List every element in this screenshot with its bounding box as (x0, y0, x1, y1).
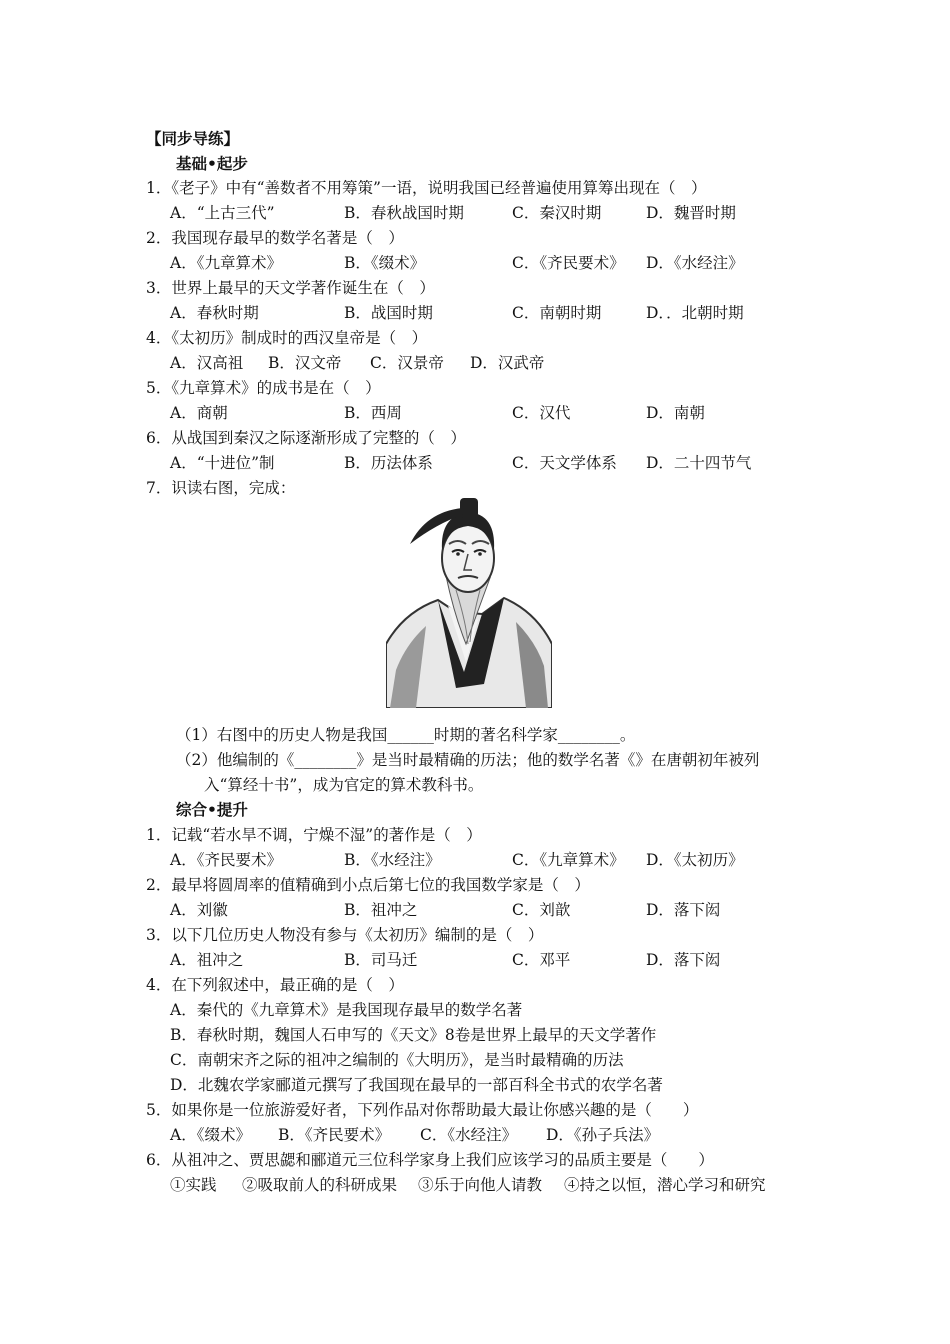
option: D．落下闳 (646, 901, 721, 919)
section-title: 【同步导练】 (146, 130, 240, 148)
option: B．《齐民要术》 (278, 1126, 391, 1144)
option: B．《缀术》 (344, 254, 426, 272)
option: C．南朝时期 (512, 304, 602, 322)
option: ④持之以恒，潜心学习和研究 (564, 1176, 766, 1194)
options-row (170, 203, 736, 223)
question-stem: 6．从战国到秦汉之际逐渐形成了完整的（ ） (146, 429, 466, 447)
scholar-portrait-image (386, 494, 552, 708)
option: C．《水经注》 (420, 1126, 518, 1144)
question-stem: 5．《九章算术》的成书是在（ ） (146, 379, 381, 397)
option: D．落下闳 (646, 951, 721, 969)
question-stem: 1．《老子》中有“善数者不用筹策”一语，说明我国已经普遍使用算筹出现在（ ） (146, 179, 707, 197)
option: ②吸取前人的科研成果 (242, 1176, 398, 1194)
option: D．北魏农学家郦道元撰写了我国现在最早的一部百科全书式的农学名著 (170, 1076, 663, 1094)
option: A．春秋时期 (170, 304, 259, 322)
options-row (170, 303, 744, 323)
option: A．《齐民要术》 (170, 851, 282, 869)
options-row (170, 403, 705, 423)
question-stem: 4．在下列叙述中，最正确的是（ ） (146, 976, 404, 994)
question-stem: 3．以下几位历史人物没有参与《太初历》编制的是（ ） (146, 926, 544, 944)
part2-heading: 综合•提升 (176, 801, 248, 819)
option: A．《九章算术》 (170, 254, 282, 272)
option: C．天文学体系 (512, 454, 617, 472)
question-stem: 5．如果你是一位旅游爱好者，下列作品对你帮助最大最让你感兴趣的是（ ） (146, 1101, 699, 1119)
option: C．汉代 (512, 404, 571, 422)
option: A．刘徽 (170, 901, 228, 919)
option: D．南朝 (646, 404, 705, 422)
sub-question: （1）右图中的历史人物是我国______时期的著名科学家________。 (176, 726, 636, 744)
option: B．西周 (344, 404, 402, 422)
option: B．春秋时期，魏国人石申写的《天文》8卷是世界上最早的天文学著作 (170, 1026, 657, 1044)
options-row (170, 950, 720, 970)
option: B．春秋战国时期 (344, 204, 464, 222)
question-stem: 7．识读右图，完成： (146, 479, 296, 497)
option: A．“十进位”制 (170, 454, 275, 472)
option: A．秦代的《九章算术》是我国现存最早的数学名著 (170, 1001, 523, 1019)
option: A．商朝 (170, 404, 228, 422)
option: A．“上古三代” (170, 204, 275, 222)
question-stem: 4．《太初历》制成时的西汉皇帝是（ ） (146, 329, 428, 347)
option: D．《孙子兵法》 (546, 1126, 660, 1144)
option: A．祖冲之 (170, 951, 244, 969)
option: D．《水经注》 (646, 254, 744, 272)
option: A．《缀术》 (170, 1126, 251, 1144)
option: B．汉文帝 (268, 354, 342, 372)
options-row (170, 900, 720, 920)
option: ①实践 (170, 1176, 217, 1194)
option: C．《九章算术》 (512, 851, 625, 869)
question-stem: 6．从祖冲之、贾思勰和郦道元三位科学家身上我们应该学习的品质主要是（ ） (146, 1151, 714, 1169)
option: C．邓平 (512, 951, 571, 969)
option: B．战国时期 (344, 304, 433, 322)
options-row (170, 850, 744, 870)
option: ③乐于向他人请教 (418, 1176, 543, 1194)
options-row (170, 253, 744, 273)
question-stem: 2．最早将圆周率的值精确到小点后第七位的我国数学家是（ ） (146, 876, 590, 894)
question-stem: 3．世界上最早的天文学著作诞生在（ ） (146, 279, 435, 297)
option: C．刘歆 (512, 901, 571, 919)
part1-heading: 基础•起步 (176, 155, 248, 173)
option: A．汉高祖 (170, 354, 244, 372)
option: D．汉武帝 (470, 354, 545, 372)
option: D．二十四节气 (646, 454, 752, 472)
option: D．魏晋时期 (646, 204, 736, 222)
option: D．．北朝时期 (646, 304, 744, 322)
options-row (170, 1125, 659, 1145)
option: B．司马迁 (344, 951, 418, 969)
option: C．汉景帝 (370, 354, 444, 372)
option: D．《太初历》 (646, 851, 744, 869)
option: B．祖冲之 (344, 901, 418, 919)
options-row (170, 453, 751, 473)
options-row (170, 353, 544, 373)
option: C．南朝宋齐之际的祖冲之编制的《大明历》，是当时最精确的历法 (170, 1051, 624, 1069)
option: B．历法体系 (344, 454, 433, 472)
sub-question-continued: 入“算经十书”，成为官定的算术教科书。 (204, 776, 484, 794)
question-stem: 2．我国现存最早的数学名著是（ ） (146, 229, 404, 247)
option: C．秦汉时期 (512, 204, 602, 222)
sub-question: （2）他编制的《________》是当时最精确的历法；他的数学名著《》在唐朝初年被列 (176, 751, 760, 769)
options-row (170, 1175, 766, 1195)
option: B．《水经注》 (344, 851, 441, 869)
question-stem: 1．记载“若水旱不调，宁燥不湿”的著作是（ ） (146, 826, 482, 844)
option: C．《齐民要术》 (512, 254, 625, 272)
